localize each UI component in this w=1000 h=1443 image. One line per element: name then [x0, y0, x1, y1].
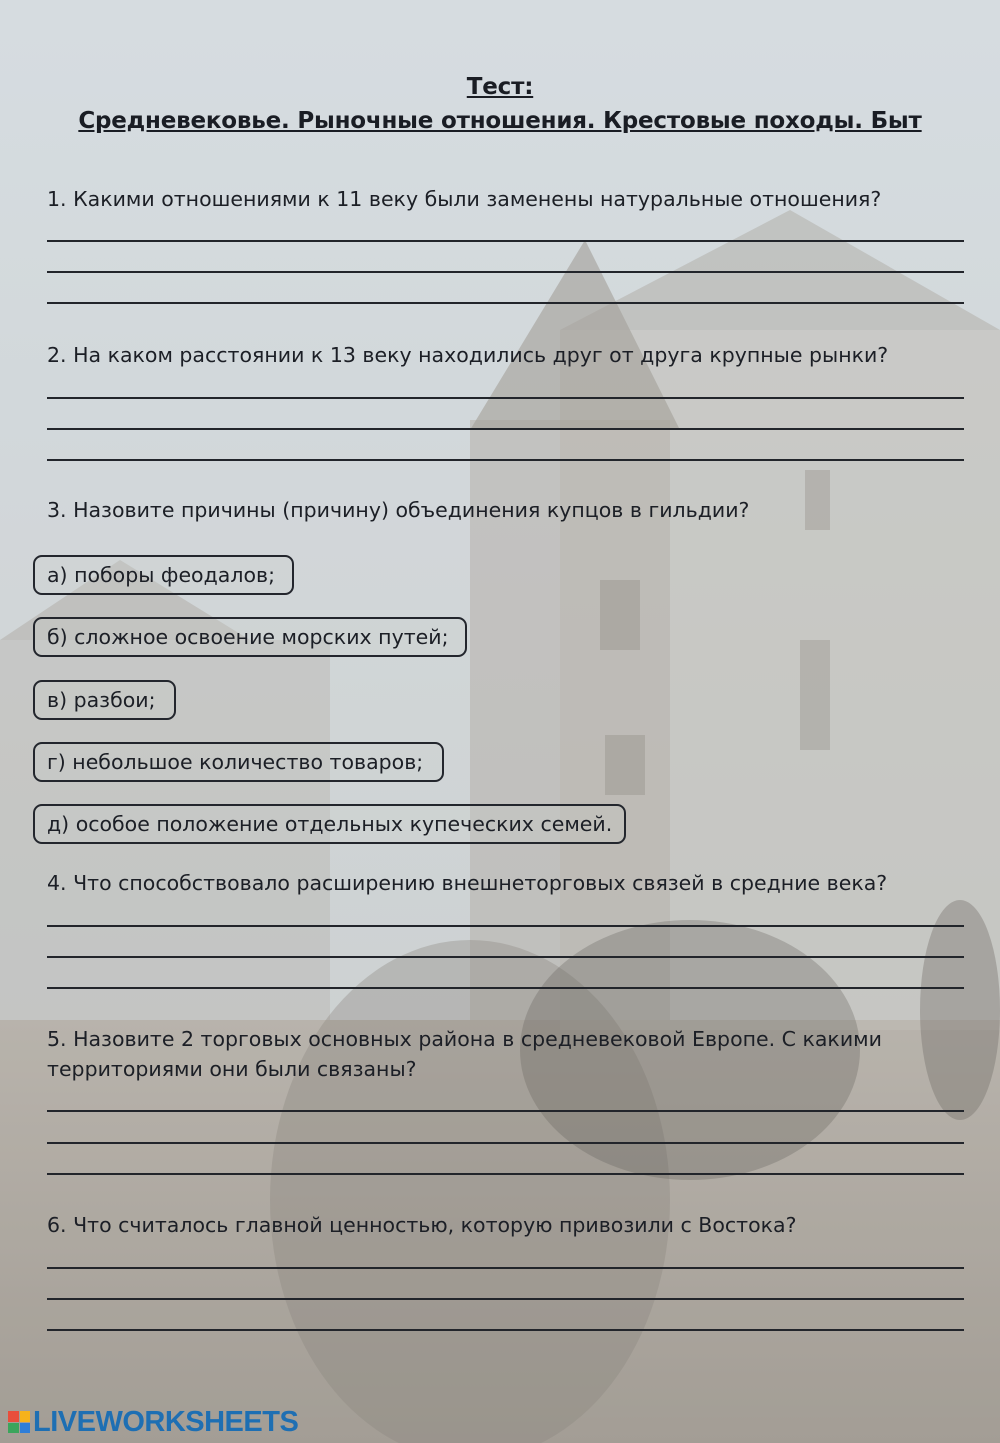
- footer-branding: [8, 1405, 298, 1439]
- answer-line-5-2[interactable]: [47, 1142, 964, 1144]
- answer-line-2-3[interactable]: [47, 459, 964, 461]
- option-g[interactable]: г) небольшое количество товаров;: [33, 742, 444, 782]
- answer-line-5-3[interactable]: [47, 1173, 964, 1175]
- answer-line-6-1[interactable]: [47, 1267, 964, 1269]
- option-a[interactable]: а) поборы феодалов;: [33, 555, 294, 595]
- option-v[interactable]: в) разбои;: [33, 680, 176, 720]
- brand-name: LIVEWORKSHEETS: [33, 1405, 299, 1438]
- worksheet-title: Тест:: [466, 74, 534, 100]
- answer-line-1-1[interactable]: [47, 240, 964, 242]
- worksheet-subtitle: Средневековье. Рыночные отношения. Крестовые походы. Быт: [78, 108, 922, 134]
- answer-line-2-1[interactable]: [47, 397, 964, 399]
- question-3: 3. Назовите причины (причину) объединения купцов в гильдии?: [47, 498, 750, 522]
- answer-line-4-3[interactable]: [47, 987, 964, 989]
- option-d[interactable]: д) особое положение отдельных купеческих семей.: [33, 804, 626, 844]
- question-5: 5. Назовите 2 торговых основных района в средневековой Европе. С какими территориями они были связаны?: [47, 1027, 882, 1081]
- answer-line-6-2[interactable]: [47, 1298, 964, 1300]
- question-4: 4. Что способствовало расширению внешнеторговых связей в средние века?: [47, 871, 888, 895]
- answer-line-2-2[interactable]: [47, 428, 964, 430]
- option-b[interactable]: б) сложное освоение морских путей;: [33, 617, 467, 657]
- answer-line-4-2[interactable]: [47, 956, 964, 958]
- answer-line-6-3[interactable]: [47, 1329, 964, 1331]
- question-6: 6. Что считалось главной ценностью, которую привозили с Востока?: [47, 1213, 797, 1237]
- answer-line-1-3[interactable]: [47, 302, 964, 304]
- liveworksheets-logo-icon: [8, 1411, 30, 1433]
- answer-line-4-1[interactable]: [47, 925, 964, 927]
- question-1: 1. Какими отношениями к 11 веку были заменены натуральные отношения?: [47, 187, 882, 211]
- answer-line-5-1[interactable]: [47, 1110, 964, 1112]
- question-2: 2. На каком расстоянии к 13 веку находились друг от друга крупные рынки?: [47, 343, 889, 367]
- answer-line-1-2[interactable]: [47, 271, 964, 273]
